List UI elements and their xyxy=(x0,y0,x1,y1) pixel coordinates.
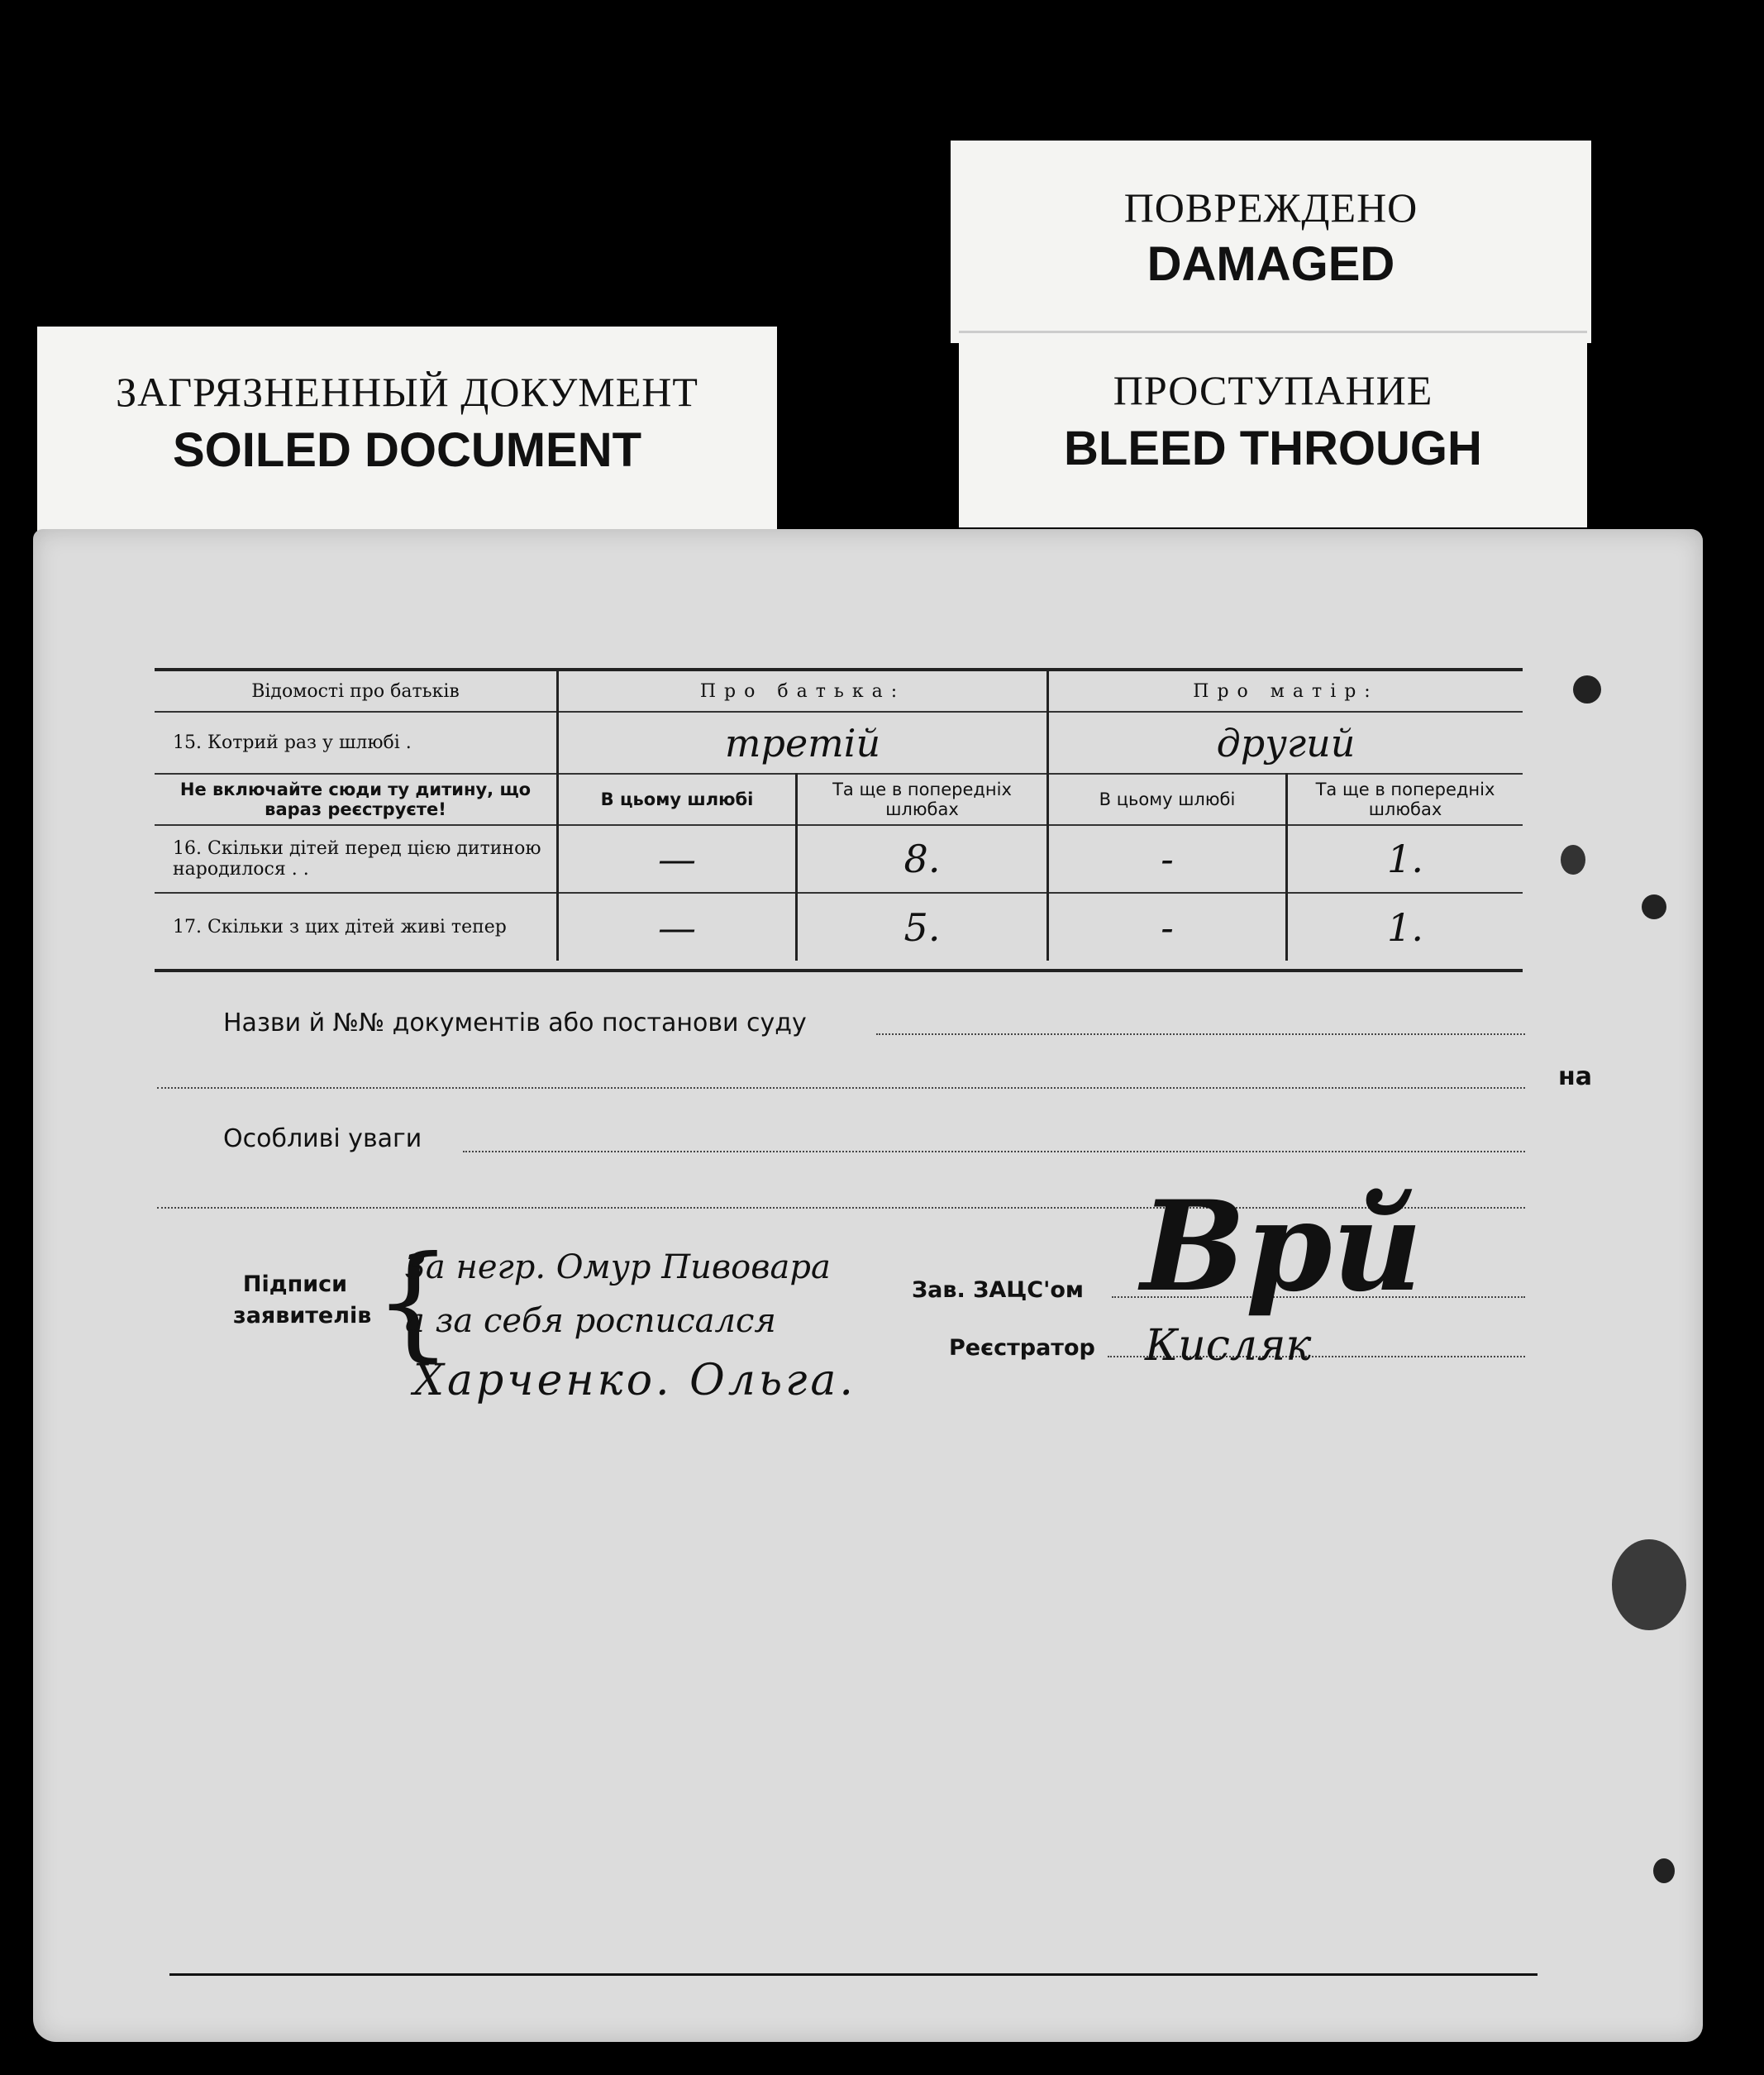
applicant-signature-1: За негр. Омур Пивовара xyxy=(405,1248,831,1286)
margin-na: на xyxy=(1558,1062,1592,1091)
head-label: Зав. ЗАЦС'ом xyxy=(912,1277,1084,1303)
subheader-father-prev: Та ще в попередніх шлюбах xyxy=(797,774,1048,825)
soiled-document-label xyxy=(37,327,777,533)
row16-mother-this: - xyxy=(1048,825,1287,893)
applicant-signature-2: а за себя росписался xyxy=(405,1302,776,1340)
documents-dotted-line xyxy=(876,1033,1525,1035)
table-header-row xyxy=(155,671,1523,712)
subheader-warning: Не включайте сюди ту дитину, що вараз реєструєте! xyxy=(155,774,558,825)
bottom-rule xyxy=(169,1973,1538,1976)
applicant-signature-3: Харченко. Ольга. xyxy=(413,1356,856,1405)
subheader-mother-prev: Та ще в попередніх шлюбах xyxy=(1287,774,1523,825)
damaged-label-ru: ПОВРЕЖДЕНО xyxy=(1123,184,1418,231)
registrar-label: Реєстратор xyxy=(949,1335,1095,1361)
punch-hole xyxy=(1573,675,1601,704)
row15-father: третій xyxy=(558,712,1048,774)
subheader-father-this: В цьому шлюбі xyxy=(558,774,797,825)
punch-hole xyxy=(1653,1858,1675,1883)
header-father: Про батька: xyxy=(558,671,1048,712)
subheader-row xyxy=(155,774,1523,825)
row15-mother: другий xyxy=(1048,712,1523,774)
row-16 xyxy=(155,825,1523,893)
damaged-label xyxy=(951,141,1591,343)
punch-hole xyxy=(1642,894,1666,919)
bleed-through-label xyxy=(959,331,1587,527)
row17-father-prev: 5. xyxy=(797,893,1048,961)
bleed-label-ru: ПРОСТУПАНИЕ xyxy=(1113,367,1433,413)
row16-label: 16. Скільки дітей перед цією дитиною народилося . . xyxy=(155,825,558,893)
soiled-label-ru: ЗАГРЯЗНЕННЫЙ ДОКУМЕНТ xyxy=(116,369,698,415)
row17-label: 17. Скільки з цих дітей живі тепер xyxy=(155,893,558,961)
ink-stain xyxy=(1612,1539,1686,1630)
damaged-label-en: DAMAGED xyxy=(1147,237,1395,291)
bleed-label-en: BLEED THROUGH xyxy=(1064,422,1482,475)
punch-hole xyxy=(1561,845,1585,875)
head-signature: Врй xyxy=(1141,1174,1423,1319)
header-mother: Про матір: xyxy=(1048,671,1523,712)
row16-father-prev: 8. xyxy=(797,825,1048,893)
registrar-signature: Кисляк xyxy=(1145,1321,1312,1371)
row17-mother-prev: 1. xyxy=(1387,904,1423,950)
table-bottom-rule xyxy=(155,969,1523,972)
brace: { xyxy=(374,1230,453,1374)
parents-info-table xyxy=(155,671,1523,961)
documents-field-label: Назви й №№ документів або постанови суду xyxy=(223,1009,807,1038)
row16-father-this: — xyxy=(558,825,797,893)
documents-dotted-line-2 xyxy=(157,1087,1525,1089)
row-17 xyxy=(155,893,1523,961)
row16-mother-prev: 1. xyxy=(1287,825,1523,893)
notes-dotted-line xyxy=(463,1151,1525,1152)
soiled-label-en: SOILED DOCUMENT xyxy=(172,423,642,477)
header-parents-info: Відомості про батьків xyxy=(155,671,558,712)
signatures-label: Підписи заявителів xyxy=(233,1271,372,1328)
row17-father-this: — xyxy=(558,893,797,961)
row17-mother-this: - xyxy=(1048,893,1287,961)
row15-label: 15. Котрий раз у шлюбі . xyxy=(155,712,558,774)
subheader-mother-this: В цьому шлюбі xyxy=(1048,774,1287,825)
row-15 xyxy=(155,712,1523,774)
notes-field-label: Особливі уваги xyxy=(223,1124,422,1153)
